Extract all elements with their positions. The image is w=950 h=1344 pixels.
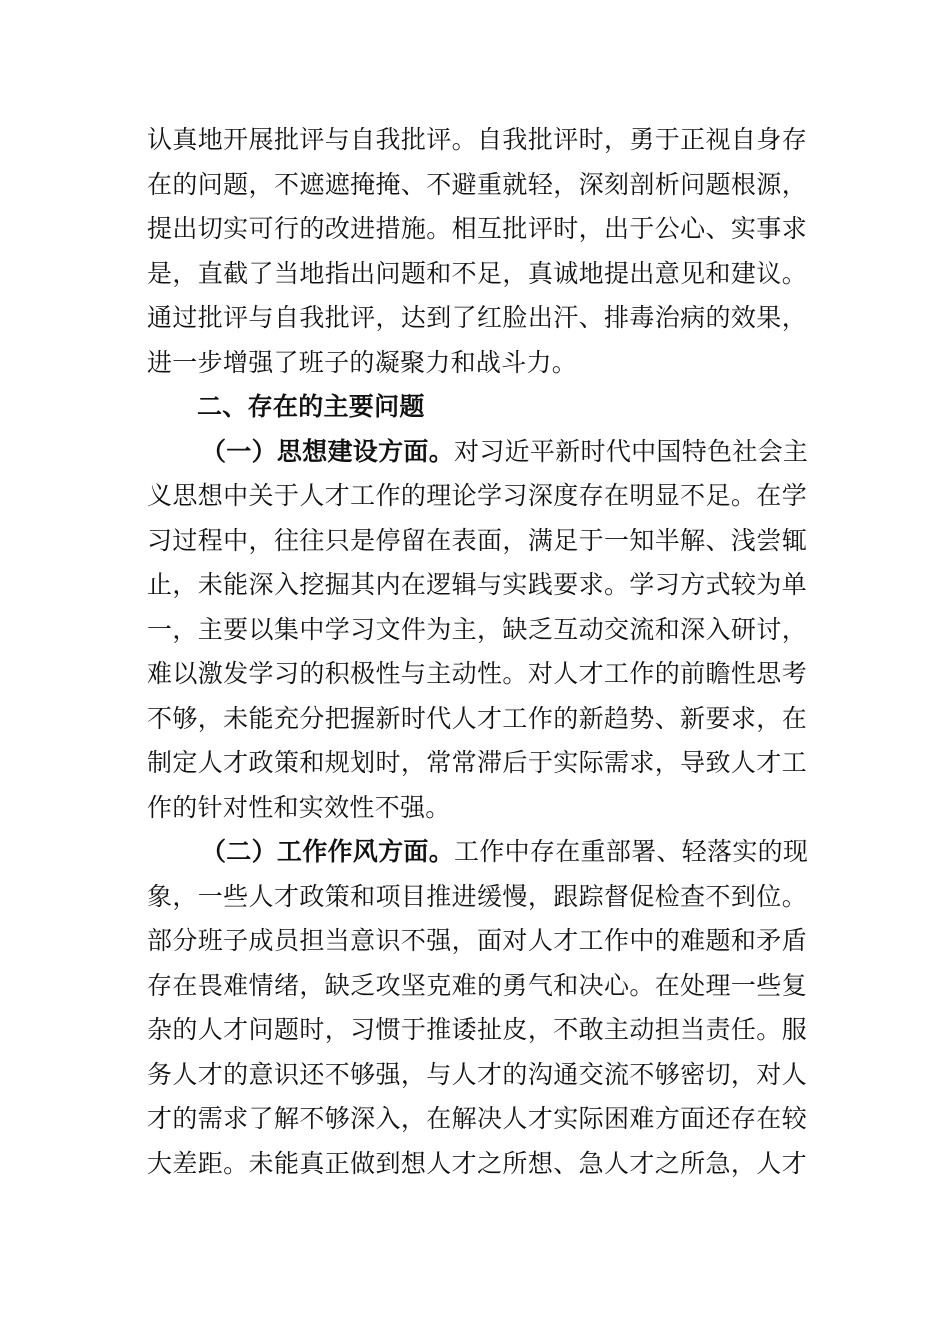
- text-line: 难以激发学习的积极性与主动性。对人才工作的前瞻性思考: [147, 659, 807, 688]
- text-line: 存在畏难情绪，缺乏攻坚克难的勇气和决心。在处理一些复: [147, 970, 807, 1000]
- text-line: 义思想中关于人才工作的理论学习深度存在明显不足。在学: [147, 481, 807, 510]
- subsection-title: （一）思想建设方面。: [201, 436, 455, 466]
- paragraph-ideological: [147, 430, 807, 831]
- text-line: 在的问题，不遮遮掩掩、不避重就轻，深刻剖析问题根源，: [147, 169, 807, 199]
- text-line: 进一步增强了班子的凝聚力和战斗力。: [147, 347, 578, 377]
- text-line: 大差距。未能真正做到想人才之所想、急人才之所急，人才: [147, 1148, 807, 1178]
- text-line: 通过批评与自我批评，达到了红脸出汗、排毒治病的效果，: [147, 303, 807, 332]
- text-line: 象，一些人才政策和项目推进缓慢，跟踪督促检查不到位。: [147, 881, 807, 911]
- paragraph-criticism: [147, 118, 807, 385]
- document-body: [147, 118, 807, 1186]
- text-line: 提出切实可行的改进措施。相互批评时，出于公心、实事求: [147, 214, 807, 243]
- text-line: 不够，未能充分把握新时代人才工作的新趋势、新要求，在: [147, 703, 807, 733]
- text-line: 止，未能深入挖掘其内在逻辑与实践要求。学习方式较为单: [147, 570, 807, 599]
- text-line: 认真地开展批评与自我批评。自我批评时，勇于正视自身存: [147, 125, 807, 154]
- text-line: 杂的人才问题时，习惯于推诿扯皮，不敢主动担当责任。服: [147, 1015, 807, 1044]
- text-line: 才的需求了解不够深入，在解决人才实际困难方面还存在较: [147, 1104, 807, 1133]
- text-line: 一，主要以集中学习文件为主，缺乏互动交流和深入研讨，: [147, 614, 807, 644]
- text-fragment: 对习近平新时代中国特色社会主: [454, 436, 809, 466]
- section-heading: 二、存在的主要问题: [197, 392, 425, 421]
- text-line: 部分班子成员担当意识不强，面对人才工作中的难题和矛盾: [147, 926, 807, 955]
- paragraph-work-style: [147, 830, 807, 1186]
- text-line: [147, 430, 807, 475]
- text-fragment: 工作中存在重部署、轻落实的现: [454, 837, 809, 866]
- text-line: 是，直截了当地指出问题和不足，真诚地提出意见和建议。: [147, 258, 807, 288]
- text-line: 习过程中，往往只是停留在表面，满足于一知半解、浅尝辄: [147, 525, 807, 555]
- text-line: 制定人才政策和规划时，常常滞后于实际需求，导致人才工: [147, 748, 807, 777]
- text-line: 作的针对性和实效性不强。: [147, 792, 451, 822]
- subsection-title: （二）工作作风方面。: [201, 837, 455, 866]
- text-line: 务人才的意识还不够强，与人才的沟通交流不够密切，对人: [147, 1059, 807, 1089]
- text-line: [147, 830, 807, 875]
